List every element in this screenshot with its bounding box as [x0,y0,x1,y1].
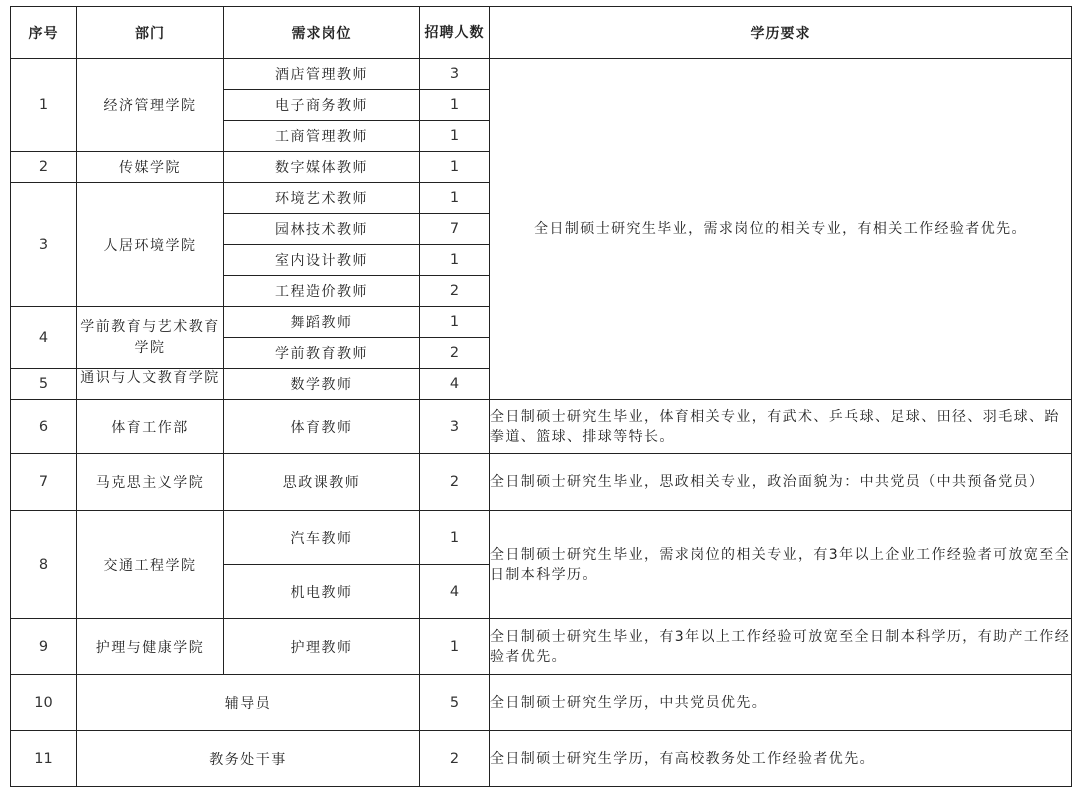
dept-name: 学前教育与艺术教育学院 [77,307,224,369]
hire-count: 2 [420,454,490,511]
requirement: 全日制硕士研究生学历，有高校教务处工作经验者优先。 [490,731,1072,787]
hire-count: 1 [420,152,490,183]
header-count: 招聘人数 [420,7,490,59]
row-index: 9 [11,619,77,675]
table-row [11,400,1072,454]
hire-count: 1 [420,90,490,121]
row-index: 10 [11,675,77,731]
hire-count: 7 [420,214,490,245]
position-name: 环境艺术教师 [224,183,420,214]
position-name: 体育教师 [224,400,420,454]
position-name: 室内设计教师 [224,245,420,276]
hire-count: 1 [420,121,490,152]
row-index: 8 [11,511,77,619]
hire-count: 1 [420,307,490,338]
dept-name: 教务处干事 [77,731,420,787]
position-name: 机电教师 [224,565,420,619]
hire-count: 3 [420,59,490,90]
position-name: 数学教师 [224,369,420,400]
requirement: 全日制硕士研究生毕业，体育相关专业，有武术、乒乓球、足球、田径、羽毛球、跆拳道、篮球、排球等特长。 [490,400,1072,454]
position-name: 汽车教师 [224,511,420,565]
hire-count: 2 [420,276,490,307]
dept-name: 交通工程学院 [77,511,224,619]
hire-count: 2 [420,338,490,369]
position-name: 酒店管理教师 [224,59,420,90]
hire-count: 2 [420,731,490,787]
hire-count: 5 [420,675,490,731]
table-row [11,454,1072,511]
table-row [11,619,1072,675]
recruitment-table [10,6,1072,787]
row-index: 7 [11,454,77,511]
header-dept: 部门 [77,7,224,59]
dept-name: 马克思主义学院 [77,454,224,511]
row-index: 1 [11,59,77,152]
row-index: 11 [11,731,77,787]
header-index: 序号 [11,7,77,59]
hire-count: 1 [420,245,490,276]
header-row [11,7,1072,59]
hire-count: 1 [420,511,490,565]
dept-name: 经济管理学院 [77,59,224,152]
dept-name: 辅导员 [77,675,420,731]
dept-name: 传媒学院 [77,152,224,183]
position-name: 工商管理教师 [224,121,420,152]
row-index: 5 [11,369,77,400]
table-row [11,511,1072,565]
requirement: 全日制硕士研究生毕业，有3年以上工作经验可放宽至全日制本科学历，有助产工作经验者优先。 [490,619,1072,675]
position-name: 思政课教师 [224,454,420,511]
header-edu: 学历要求 [490,7,1072,59]
table-row [11,59,1072,90]
position-name: 工程造价教师 [224,276,420,307]
position-name: 护理教师 [224,619,420,675]
position-name: 电子商务教师 [224,90,420,121]
row-index: 2 [11,152,77,183]
hire-count: 1 [420,183,490,214]
shared-requirement: 全日制硕士研究生毕业，需求岗位的相关专业，有相关工作经验者优先。 [490,59,1072,400]
dept-name: 通识与人文教育学院 [80,370,220,386]
requirement: 全日制硕士研究生毕业，思政相关专业，政治面貌为：中共党员（中共预备党员） [490,454,1072,511]
position-name: 学前教育教师 [224,338,420,369]
row-index: 3 [11,183,77,307]
requirement: 全日制硕士研究生毕业，需求岗位的相关专业，有3年以上企业工作经验者可放宽至全日制本科学历。 [490,511,1072,619]
table-row [11,731,1072,787]
row-index: 6 [11,400,77,454]
requirement: 全日制硕士研究生学历，中共党员优先。 [490,675,1072,731]
header-position: 需求岗位 [224,7,420,59]
hire-count: 4 [420,369,490,400]
dept-name: 人居环境学院 [77,183,224,307]
hire-count: 1 [420,619,490,675]
dept-name: 体育工作部 [77,400,224,454]
position-name: 数字媒体教师 [224,152,420,183]
table-row [11,675,1072,731]
position-name: 园林技术教师 [224,214,420,245]
position-name: 舞蹈教师 [224,307,420,338]
dept-name: 护理与健康学院 [77,619,224,675]
row-index: 4 [11,307,77,369]
hire-count: 3 [420,400,490,454]
hire-count: 4 [420,565,490,619]
